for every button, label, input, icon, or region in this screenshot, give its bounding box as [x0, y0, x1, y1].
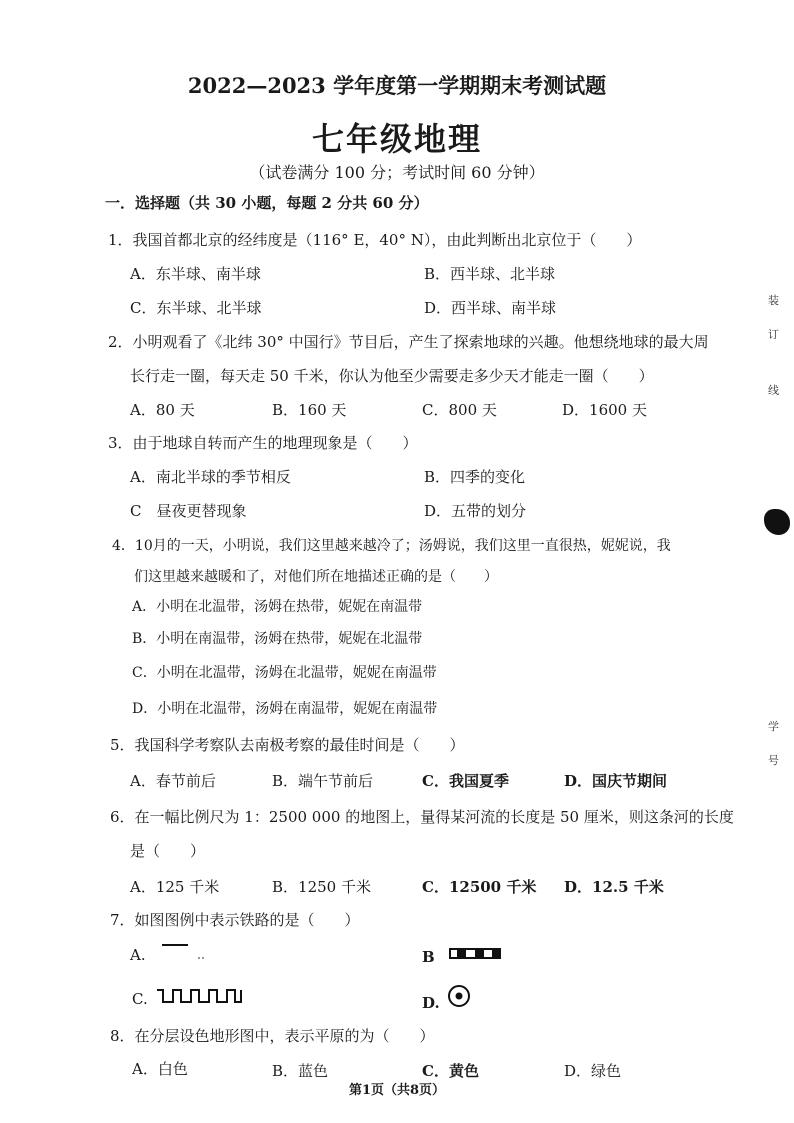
q3-option-d: D．五带的划分 [424, 502, 527, 520]
q1-option-a: A．东半球、南半球 [130, 265, 261, 283]
q3-option-a: A．南北半球的季节相反 [130, 468, 291, 486]
question-4-line-2: 们这里越来越暖和了，对他们所在地描述正确的是（ ） [134, 569, 498, 585]
exam-title: 2022—2023 学年度第一学期期末考测试题 [187, 73, 607, 98]
question-2-line-1: 2．小明观看了《北纬 30° 中国行》节目后，产生了探索地球的兴趣。他想绕地球的最大周 [108, 333, 709, 351]
question-1: 1．我国首都北京的经纬度是（116° E，40° N），由此判断出北京位于（ ） [108, 231, 642, 249]
q3-option-c: C 昼夜更替现象 [130, 502, 247, 520]
question-6-line-1: 6．在一幅比例尺为 1：2500 000 的地图上，量得某河流的长度是 50 厘米，则这条河的长度 [110, 808, 734, 826]
q1-option-b: B．西半球、北半球 [424, 265, 556, 283]
q6-option-a: A．125 千米 [130, 878, 220, 896]
margin-mark-3: 线 [768, 384, 779, 397]
q6-option-b: B．1250 千米 [272, 878, 371, 896]
q8-option-b: B．蓝色 [272, 1062, 329, 1080]
capital-symbol-icon [446, 983, 472, 1009]
margin-mark-1: 装 [768, 294, 779, 307]
exam-info: （试卷满分 100 分；考试时间 60 分钟） [249, 163, 545, 182]
q2-option-d: D．1600 天 [562, 401, 647, 419]
q8-option-c: C．黄色 [422, 1062, 479, 1080]
q5-option-c: C．我国夏季 [422, 772, 509, 790]
q5-option-d: D．国庆节期间 [564, 772, 668, 790]
q4-option-d: D．小明在北温带，汤姆在南温带，妮妮在南温带 [132, 701, 438, 717]
q2-option-b: B．160 天 [272, 401, 347, 419]
margin-mark-4: 学 [768, 720, 779, 733]
section-heading: 一．选择题（共 30 小题，每题 2 分共 60 分） [105, 194, 429, 212]
q4-option-a: A．小明在北温带，汤姆在热带，妮妮在南温带 [132, 599, 423, 615]
q1-option-c: C．东半球、北半球 [130, 299, 262, 317]
railway-symbol-icon [448, 946, 504, 962]
q7-option-c: C. [132, 990, 148, 1008]
question-4-line-1: 4．10月的一天，小明说，我们这里越来越冷了；汤姆说，我们这里一直很热，妮妮说，我 [112, 538, 671, 554]
q6-option-c: C．12500 千米 [422, 878, 537, 896]
question-8: 8．在分层设色地形图中，表示平原的为（ ） [110, 1027, 435, 1045]
question-6-line-2: 是（ ） [130, 842, 206, 860]
q4-option-b: B．小明在南温带，汤姆在热带，妮妮在北温带 [132, 631, 423, 647]
question-3: 3．由于地球自转而产生的地理现象是（ ） [108, 434, 418, 452]
ink-blot [764, 509, 790, 535]
question-2-line-2: 长行走一圈，每天走 50 千米，你认为他至少需要走多少天才能走一圈（ ） [130, 367, 654, 385]
question-5: 5．我国科学考察队去南极考察的最佳时间是（ ） [110, 736, 465, 754]
q8-option-d: D．绿色 [564, 1062, 622, 1080]
q8-option-a: A．白色 [132, 1060, 188, 1078]
q2-option-a: A．80 天 [130, 401, 195, 419]
legend-symbol-a-icon [158, 940, 222, 964]
q7-option-d: D. [422, 994, 440, 1012]
q6-option-d: D．12.5 千米 [564, 878, 664, 896]
margin-mark-5: 号 [768, 754, 779, 767]
q5-option-a: A．春节前后 [130, 772, 216, 790]
question-7: 7．如图图例中表示铁路的是（ ） [110, 911, 360, 929]
q7-option-a: A. [130, 946, 146, 964]
q1-option-d: D．西半球、南半球 [424, 299, 557, 317]
margin-mark-2: 订 [768, 328, 779, 341]
q2-option-c: C．800 天 [422, 401, 497, 419]
subject-title: 七年级地理 [311, 120, 482, 158]
q7-option-b: B [422, 948, 435, 966]
q3-option-b: B．四季的变化 [424, 468, 526, 486]
q5-option-b: B．端午节前后 [272, 772, 374, 790]
q4-option-c: C．小明在北温带，汤姆在北温带，妮妮在南温带 [132, 665, 437, 681]
page-footer: 第1页（共8页） [348, 1083, 446, 1098]
boundary-symbol-icon [155, 984, 245, 1006]
